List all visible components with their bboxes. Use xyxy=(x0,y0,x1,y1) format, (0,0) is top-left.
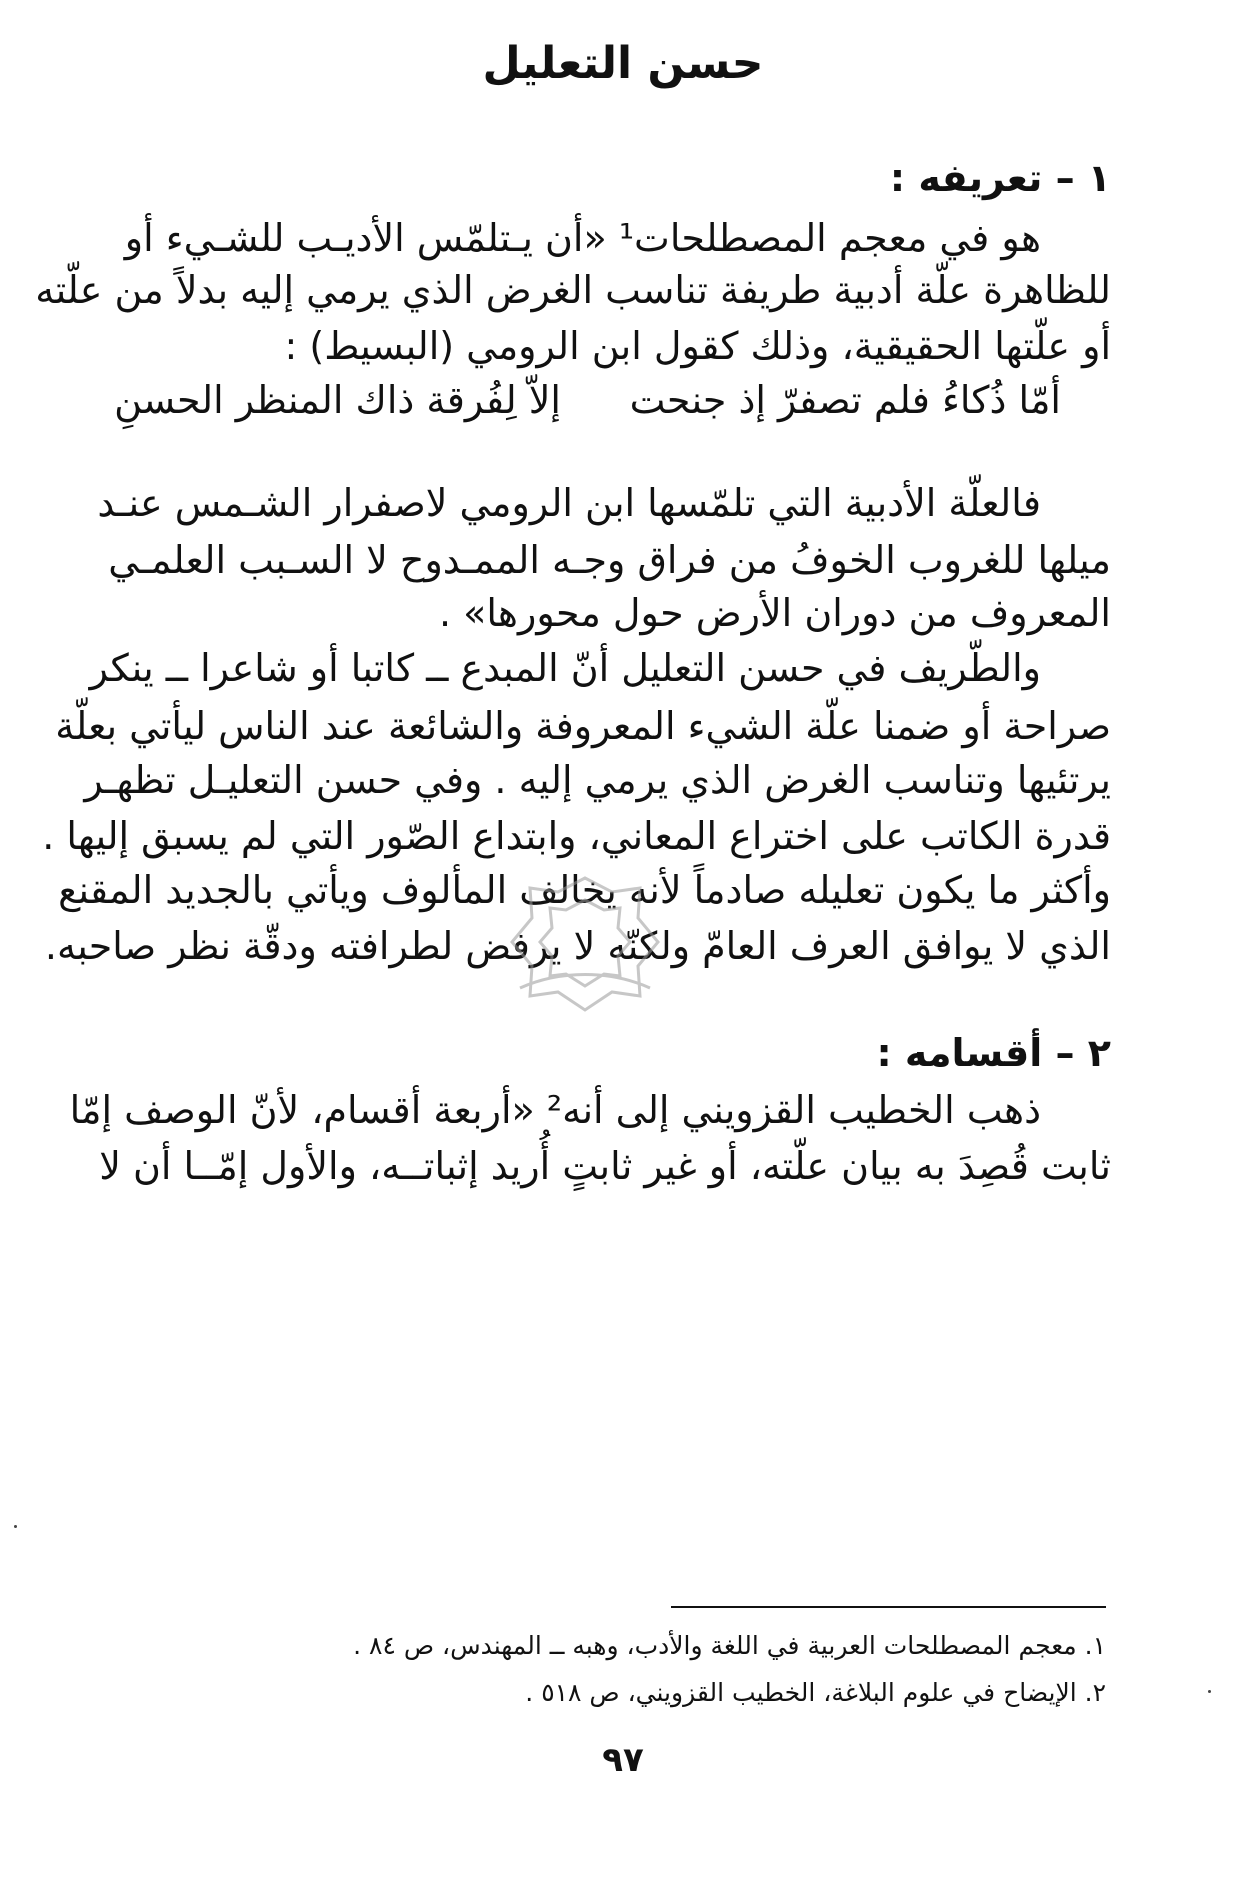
scan-speck xyxy=(1208,1690,1211,1693)
body-line: هو في معجم المصطلحات¹ «أن يـتلمّس الأديـب للشـيء أو xyxy=(124,216,1041,260)
verse-second-hemistich: إلاّ لِفُرقة ذاك المنظر الحسنِ xyxy=(114,378,561,422)
body-line: صراحة أو ضمنا علّة الشيء المعروفة والشائعة عند الناس ليأتي بعلّة xyxy=(55,704,1111,748)
body-line: للظاهرة علّة أدبية طريفة تناسب الغرض الذي يرمي إليه بدلاً من علّته xyxy=(35,268,1111,312)
body-line: المعروف من دوران الأرض حول محورها» . xyxy=(438,591,1111,635)
body-line: الذي لا يوافق العرف العامّ ولكنّه لا يرفض لطرافته ودقّة نظر صاحبه. xyxy=(44,924,1111,968)
body-line: ذهب الخطيب القزويني إلى أنه² «أربعة أقسام، لأنّ الوصف إمّا xyxy=(69,1088,1041,1132)
scan-speck xyxy=(14,1525,17,1528)
body-line: أو علّتها الحقيقية، وذلك كقول ابن الرومي (البسيط) : xyxy=(284,324,1111,368)
body-line: قدرة الكاتب على اختراع المعاني، وابتداع الصّور التي لم يسبق إليها . xyxy=(42,814,1111,858)
body-line: وأكثر ما يكون تعليله صادماً لأنه يخالف المألوف ويأتي بالجديد المقنع xyxy=(58,868,1111,912)
library-stamp-watermark xyxy=(500,870,670,1020)
body-line: ثابت قُصِدَ به بيان علّته، أو غير ثابتٍ أُريد إثباتــه، والأول إمّــا أن لا xyxy=(99,1144,1111,1188)
page-number: ٩٧ xyxy=(602,1740,644,1780)
footnote: ٢. الإيضاح في علوم البلاغة، الخطيب القزويني، ص ٥١٨ . xyxy=(525,1678,1106,1707)
page-title: حسن التعليل xyxy=(482,38,764,89)
section-2-heading: ٢ – أقسامه : xyxy=(876,1031,1111,1075)
body-line: ميلها للغروب الخوفُ من فراق وجـه الممـدوح لا السـبب العلمـي xyxy=(108,538,1111,582)
footnote-separator xyxy=(671,1606,1106,1608)
body-line: والطّريف في حسن التعليل أنّ المبدع ــ كاتبا أو شاعرا ــ ينكر xyxy=(89,646,1041,690)
section-1-heading: ١ – تعريفه : xyxy=(889,156,1111,200)
footnote: ١. معجم المصطلحات العربية في اللغة والأدب، وهبه ــ المهندس، ص ٨٤ . xyxy=(353,1631,1106,1660)
body-line: فالعلّة الأدبية التي تلمّسها ابن الرومي لاصفرار الشـمس عنـد xyxy=(97,481,1041,525)
verse-first-hemistich: أمّا ذُكاءُ فلم تصفرّ إذ جنحت xyxy=(629,378,1061,422)
body-line: يرتئيها وتناسب الغرض الذي يرمي إليه . وفي حسن التعليـل تظهـر xyxy=(84,758,1111,802)
